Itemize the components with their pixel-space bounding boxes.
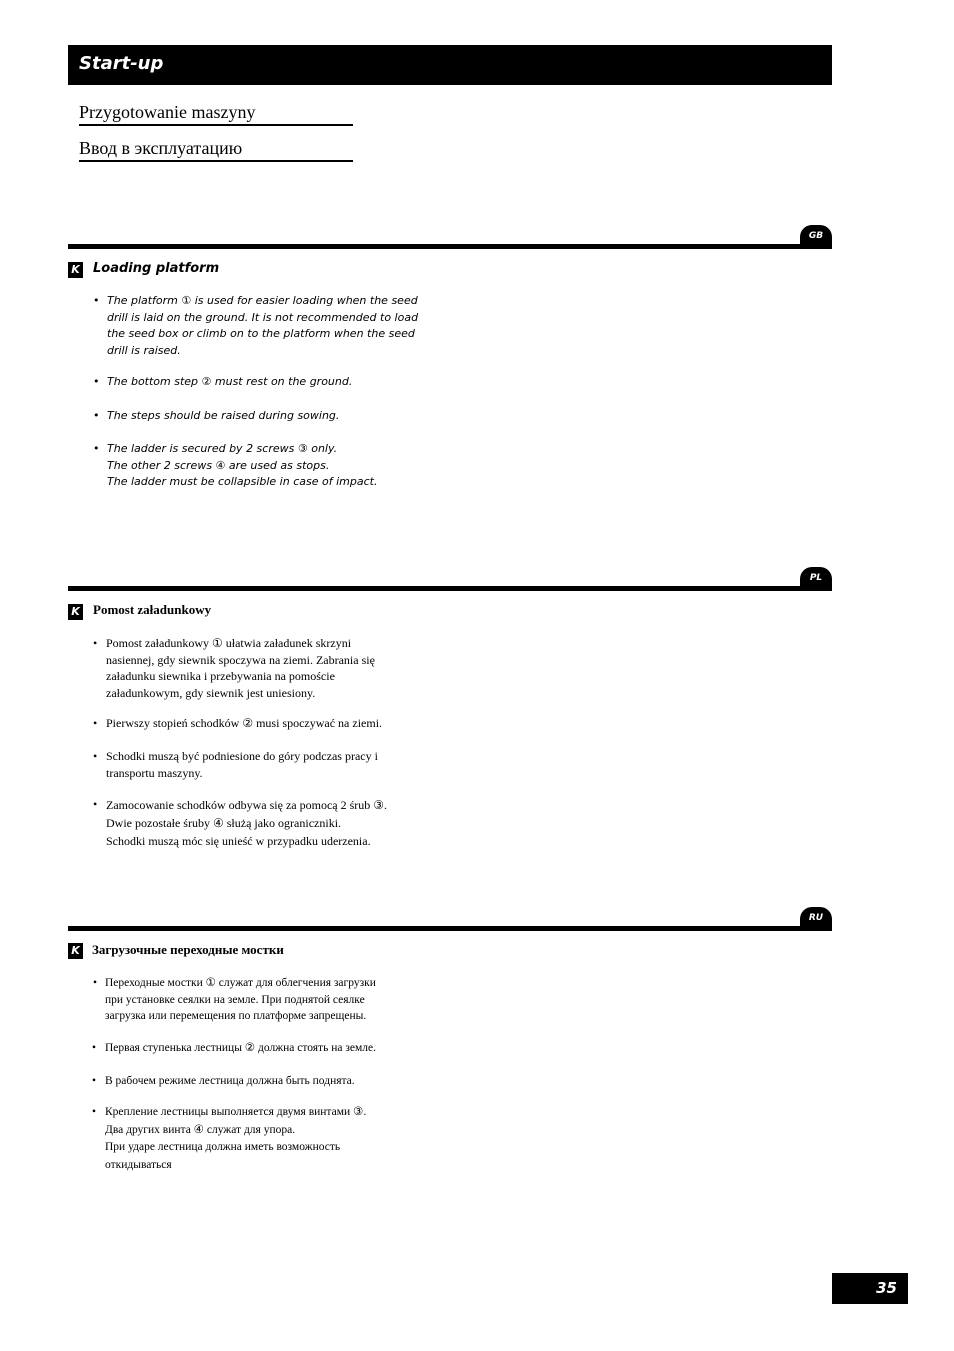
page-title: Start-up (79, 53, 164, 74)
bullet: • (93, 716, 98, 730)
section-marker-ru: K (68, 943, 83, 959)
list-item-text: Pomost załadunkowy ① ułatwia załadunek skrzyni nasiennej, gdy siewnik spoczywa na ziemi. Zabrania się załadunku siewnika i przebywania na pomoście załadunkowym, gdy siewnik jest uniesiony. (106, 636, 375, 700)
section-title-gb: Loading platform (93, 261, 220, 276)
section-title-ru: Загрузочные переходные мостки (92, 942, 284, 957)
list-item-text: The bottom step ② must rest on the ground. (107, 375, 353, 388)
bullet: • (93, 977, 98, 989)
list-item-text: Первая ступенька лестницы ② должна стоять на земле. (105, 1042, 376, 1054)
section-divider-ru (68, 926, 832, 931)
bullet: • (93, 636, 98, 650)
section-divider-gb (68, 244, 832, 249)
section-title-pl: Pomost załadunkowy (93, 602, 212, 617)
bullet: • (93, 797, 98, 811)
subtitle-russian: Ввод в эксплуатацию (79, 137, 353, 162)
lang-tab-ru: RU (800, 907, 832, 929)
lang-tab-gb: GB (800, 225, 832, 247)
page-number: 35 (876, 1279, 897, 1297)
bullet: • (92, 1042, 97, 1054)
list-item-text: В рабочем режиме лестница должна быть поднята. (105, 1075, 355, 1087)
header-bar (68, 45, 832, 85)
list-item-text: Zamocowanie schodków odbywa się za pomocą 2 śrub ③. Dwie pozostałe śruby ④ służą jako ograniczniki. Schodki muszą móc się unieść w przypadku uderzenia. (106, 798, 388, 848)
bullet: • (92, 1106, 97, 1118)
list-item-text: Schodki muszą być podniesione do góry podczas pracy i transportu maszyny. (106, 749, 378, 780)
bullet: • (93, 749, 98, 763)
bullet: • (93, 442, 100, 455)
list-item-text: Pierwszy stopień schodków ② musi spoczywać na ziemi. (106, 716, 383, 730)
list-item-text: Крепление лестницы выполняется двумя винтами ③. Два других винта ④ служат для упора. При ударе лестница должна иметь возможность откидываться (105, 1106, 367, 1171)
bullet: • (93, 294, 100, 307)
list-item-text: The ladder is secured by 2 screws ③ only. The other 2 screws ④ are used as stops. The ladder must be collapsible in case of impact. (107, 442, 378, 488)
lang-tab-pl: PL (800, 567, 832, 589)
page-number-box (832, 1273, 908, 1304)
section-marker-gb: K (68, 262, 83, 278)
subtitle-polish: Przygotowanie maszyny (79, 101, 353, 126)
bullet: • (93, 375, 100, 388)
bullet: • (93, 409, 100, 422)
list-item-text: The platform ① is used for easier loading when the seed drill is laid on the ground. It is not recommended to load the seed box or climb on to the platform when the seed drill is raised. (107, 294, 419, 357)
section-divider-pl (68, 586, 832, 591)
list-item-text: The steps should be raised during sowing. (107, 409, 340, 422)
bullet: • (92, 1075, 97, 1087)
list-item-text: Переходные мостки ① служат для облегчения загрузки при установке сеялки на земле. При поднятой сеялке загрузка или перемещения по платформе запрещены. (105, 977, 376, 1022)
section-marker-pl: K (68, 604, 83, 620)
